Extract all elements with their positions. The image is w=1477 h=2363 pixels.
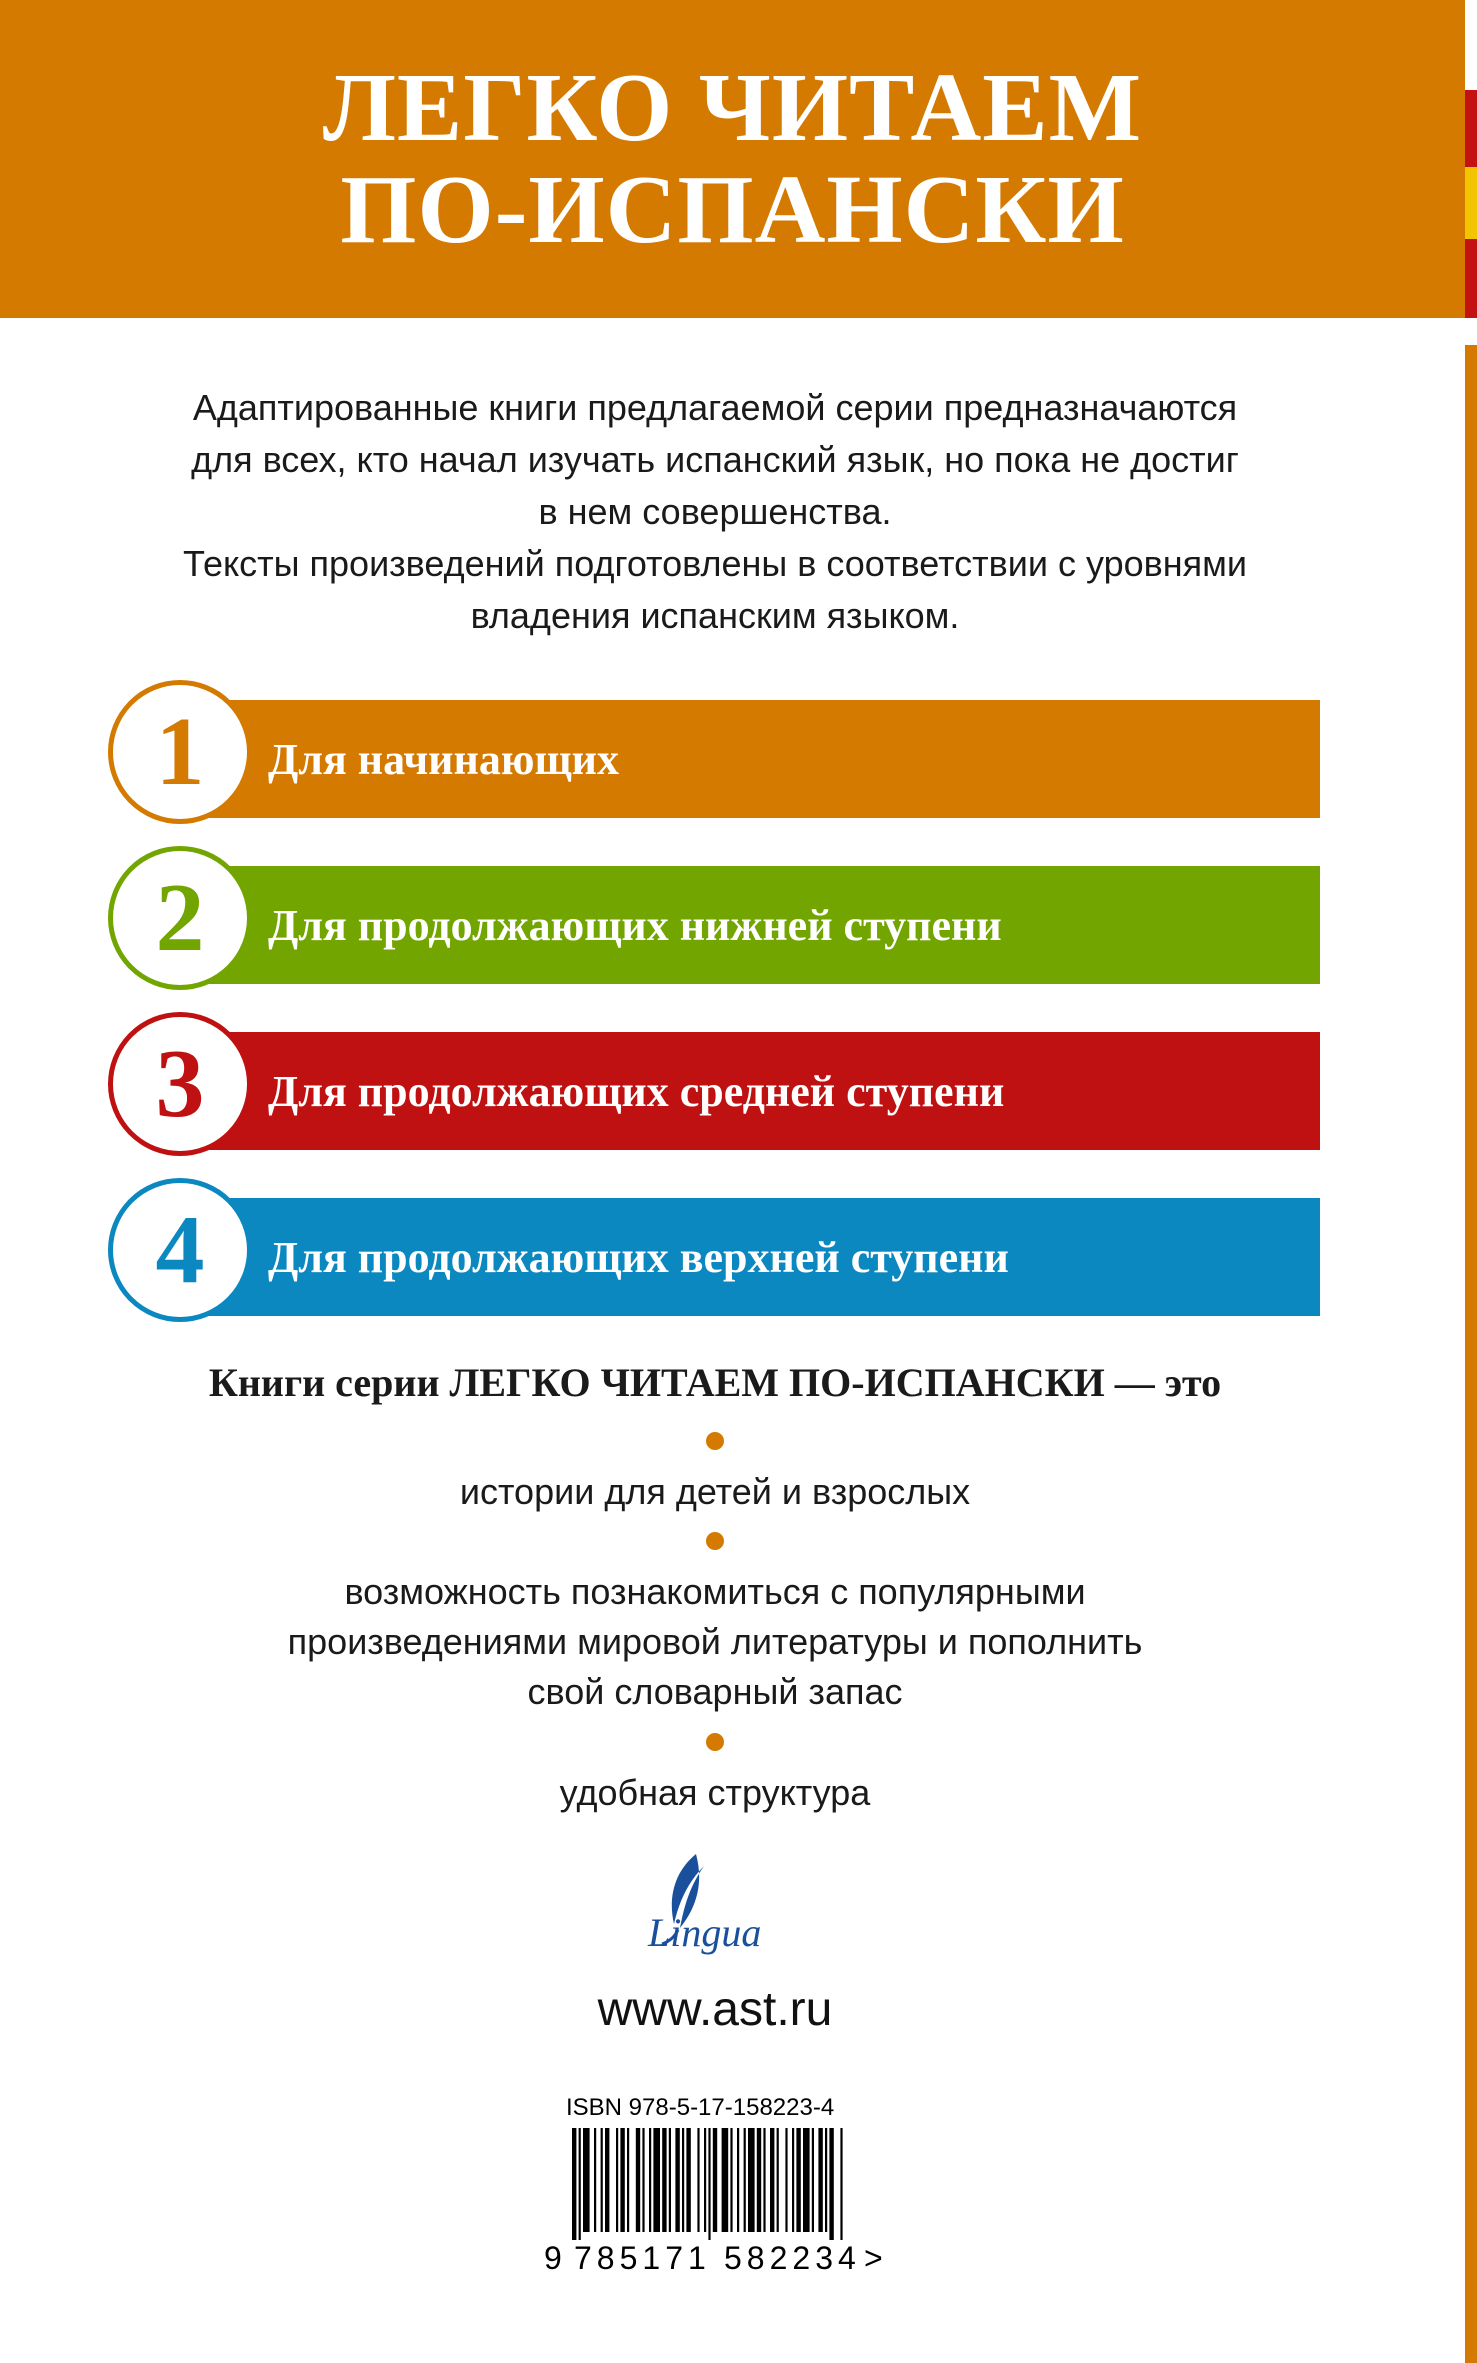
barcode-bar xyxy=(572,2128,576,2240)
barcode-bar xyxy=(605,2128,609,2232)
barcode-bar xyxy=(812,2128,814,2232)
barcode-bar xyxy=(627,2128,629,2232)
level-1 xyxy=(108,680,1320,830)
barcode-bar xyxy=(803,2128,810,2232)
feature-line: удобная структура xyxy=(559,1772,871,1813)
barcode-bar xyxy=(748,2128,755,2232)
barcode-bar xyxy=(737,2128,739,2232)
barcode-bar xyxy=(770,2128,774,2232)
logo-text: Lingua xyxy=(648,1910,762,1955)
barcode-bar xyxy=(763,2128,765,2232)
feature-item xyxy=(140,1467,1290,1517)
barcode-bar xyxy=(792,2128,794,2232)
barcode-bar xyxy=(675,2128,679,2232)
bullet-dot-icon xyxy=(706,1532,724,1550)
level-label: Для продолжающих средней ступени xyxy=(268,1066,1005,1116)
feature-line: истории для детей и взрослых xyxy=(459,1471,971,1512)
level-number-circle: 3 xyxy=(108,1012,252,1156)
level-number-circle: 1 xyxy=(108,680,252,824)
barcode-bar xyxy=(642,2128,644,2232)
isbn-label: ISBN 978-5-17-158223-4 xyxy=(566,2094,835,2121)
barcode-bar xyxy=(594,2128,596,2232)
barcode-bar xyxy=(713,2128,717,2232)
barcode-digits xyxy=(544,2240,889,2277)
barcode-bar xyxy=(708,2128,710,2240)
level-label: Для продолжающих верхней ступени xyxy=(268,1232,1009,1282)
barcode-bar xyxy=(620,2128,624,2232)
barcode xyxy=(544,2128,889,2240)
barcode-bar xyxy=(669,2128,671,2232)
spine-edge-strip xyxy=(1465,345,1477,2363)
level-number-circle: 4 xyxy=(108,1178,252,1322)
feature-line: свой словарный запас xyxy=(527,1671,903,1712)
barcode-bar xyxy=(757,2128,761,2232)
barcode-bar xyxy=(722,2128,729,2232)
barcode-bar xyxy=(829,2128,833,2240)
barcode-bar xyxy=(796,2128,800,2232)
intro-line: Адаптированные книги предлагаемой серии предназначаются xyxy=(192,387,1238,428)
level-4 xyxy=(108,1178,1320,1328)
barcode-bar xyxy=(744,2128,746,2232)
level-3 xyxy=(108,1012,1320,1162)
title-banner xyxy=(0,0,1465,318)
feature-item xyxy=(140,1567,1290,1717)
barcode-bar xyxy=(686,2128,690,2232)
barcode-bar xyxy=(636,2128,640,2232)
barcode-digit-group: 785171 xyxy=(574,2240,711,2276)
intro-paragraph xyxy=(70,382,1360,642)
barcode-bar xyxy=(682,2128,684,2232)
barcode-bar xyxy=(825,2128,827,2232)
level-label: Для начинающих xyxy=(268,734,619,784)
barcode-bar xyxy=(601,2128,603,2232)
bullet-dot-icon xyxy=(706,1432,724,1450)
flag-stripe-red-top xyxy=(1465,90,1477,167)
intro-line: Тексты произведений подготовлены в соответствии с уровнями xyxy=(183,543,1247,584)
series-title-line-1: ЛЕГКО ЧИТАЕМ xyxy=(322,54,1143,162)
flag-stripe-yellow xyxy=(1465,167,1477,239)
feather-icon xyxy=(638,1850,788,1960)
barcode-digit-group: 9 xyxy=(544,2240,562,2276)
intro-line: для всех, кто начал изучать испанский язык, но пока не достиг xyxy=(191,439,1239,480)
feature-item xyxy=(140,1768,1290,1818)
lingua-logo xyxy=(638,1850,788,1960)
barcode-bar xyxy=(649,2128,651,2232)
barcode-bar xyxy=(662,2128,666,2232)
series-heading: Книги серии ЛЕГКО ЧИТАЕМ ПО-ИСПАНСКИ — это xyxy=(208,1360,1222,1405)
barcode-bar xyxy=(583,2128,590,2232)
isbn-barcode-block xyxy=(544,2094,889,2284)
intro-line: в нем совершенства. xyxy=(538,491,892,532)
barcode-bar xyxy=(697,2128,699,2232)
barcode-bar xyxy=(616,2128,618,2232)
barcode-digit-group: > xyxy=(864,2240,883,2276)
barcode-bar xyxy=(730,2128,732,2232)
series-title-line-2: ПО-ИСПАНСКИ xyxy=(340,156,1125,264)
barcode-bar xyxy=(777,2128,779,2232)
barcode-bar xyxy=(818,2128,822,2232)
level-label: Для продолжающих нижней ступени xyxy=(268,900,1002,950)
level-2 xyxy=(108,846,1320,996)
barcode-digit-group: 582234 xyxy=(724,2240,861,2276)
publisher-website: www.ast.ru xyxy=(597,1983,833,2036)
barcode-bar xyxy=(704,2128,706,2232)
barcode-bar xyxy=(840,2128,842,2240)
bullet-dot-icon xyxy=(706,1733,724,1751)
level-number-circle: 2 xyxy=(108,846,252,990)
barcode-bar xyxy=(653,2128,660,2232)
intro-line: владения испанским языком. xyxy=(470,595,960,636)
flag-stripe-red-bottom xyxy=(1465,239,1477,318)
feature-line: произведениями мировой литературы и пополнить xyxy=(287,1621,1143,1662)
feature-line: возможность познакомиться с популярными xyxy=(344,1571,1086,1612)
barcode-bar xyxy=(579,2128,581,2240)
barcode-bar xyxy=(785,2128,787,2232)
